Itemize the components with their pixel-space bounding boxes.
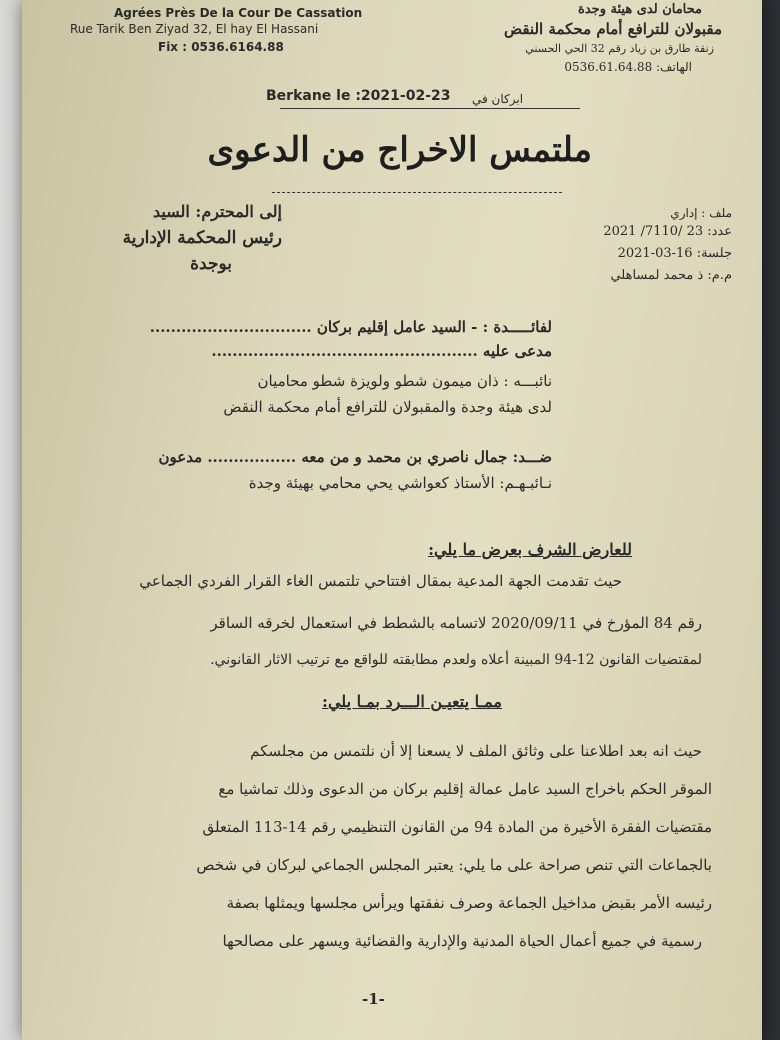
header-fr-line2: Rue Tarik Ben Ziyad 32, El hay El Hassani bbox=[70, 22, 319, 36]
section1-line: حيث تقدمت الجهة المدعية بمقال افتتاحي تلتمس الغاء القرار الفردي الجماعي bbox=[139, 572, 622, 590]
section2-line: رئيسه الأمر بقبض مداخيل الجماعة وصرف نفقتها ويرأس مجلسها ويمثلها بصفة bbox=[226, 894, 712, 912]
document-title: ملتمس الاخراج من الدعوى bbox=[207, 130, 592, 170]
header-ar-line1: محامان لدى هيئة وجدة bbox=[578, 2, 702, 17]
date-ar: ابركان في bbox=[472, 92, 524, 106]
beneficiary-line: لفائـــــدة : - السيد عامل إقليم بركان ............................... bbox=[149, 318, 552, 336]
date-fr: Berkane le :2021-02-23 bbox=[266, 88, 451, 104]
section2-line: الموقر الحكم باخراج السيد عامل عمالة إقليم بركان من الدعوى وذلك تماشيا مع bbox=[218, 780, 712, 798]
section2-line: رسمية في جميع أعمال الحياة المدنية والإدارية والقضائية ويسهر على مصالحها bbox=[222, 932, 702, 950]
hearing-date: جلسة: 16-03-2021 bbox=[617, 246, 732, 261]
section2-line: بالجماعات التي تنص صراحة على ما يلي: يعتبر المجلس الجماعي لبركان في شخص bbox=[196, 856, 712, 874]
section1-line: لمقتضيات القانون 12-94 المبينة أعلاه ولعدم مطابقته للواقع مع ترتيب الاثار القانوني. bbox=[210, 652, 702, 668]
opponents-representative: نـائبـهـم: الأستاذ كعواشي يحي محامي بهيئة وجدة bbox=[248, 474, 552, 492]
header-ar-line3: زنقة طارق بن زياد رقم 32 الحي الحسني bbox=[525, 42, 714, 55]
defendant-label: مدعى عليه ................................................... bbox=[211, 342, 552, 360]
header-fr-line3: Fix : 0536.6164.88 bbox=[158, 40, 284, 54]
section2-heading: ممـا يتعيـن الـــرد بمـا يلي: bbox=[322, 692, 502, 711]
header-ar-line2: مقبولان للترافع أمام محكمة النقض bbox=[503, 20, 722, 38]
against-line: ضـــد: جمال ناصري بن محمد و من معه ................. مدعون bbox=[158, 448, 552, 466]
reporting-judge: م.م: ذ محمد لمساهلي bbox=[610, 268, 732, 283]
addressee-line1: إلى المحترم: السيد bbox=[153, 202, 282, 221]
section1-heading: للعارض الشرف بعرض ما يلي: bbox=[428, 540, 632, 559]
document-page bbox=[22, 0, 762, 1040]
section1-line: رقم 84 المؤرخ في 2020/09/11 لاتسامه بالشطط في استعمال لخرقه الساقر bbox=[210, 614, 702, 632]
representative-line2: لدى هيئة وجدة والمقبولان للترافع أمام محكمة النقض bbox=[223, 398, 552, 416]
addressee-line2: رئيس المحكمة الإدارية bbox=[122, 228, 282, 248]
representative-line1: نائبـــه : ذان ميمون شطو ولويزة شطو محاميان bbox=[257, 372, 552, 390]
section2-line: مقتضيات الفقرة الأخيرة من المادة 94 من القانون التنظيمي رقم 14-113 المتعلق bbox=[202, 818, 712, 836]
addressee-line3: بوجدة bbox=[190, 254, 232, 274]
title-underline bbox=[272, 192, 562, 193]
header-ar-line4: الهاتف: 0536.61.64.88 bbox=[564, 60, 692, 74]
header-fr-line1: Agrées Près De la Cour De Cassation bbox=[114, 6, 363, 20]
date-underline bbox=[280, 108, 580, 109]
file-type: ملف : إداري bbox=[670, 206, 732, 220]
section2-line: حيث انه بعد اطلاعنا على وثائق الملف لا يسعنا إلا أن نلتمس من مجلسكم bbox=[250, 742, 702, 760]
file-number: عدد: 23 /7110/ 2021 bbox=[603, 224, 732, 239]
page-number: -1- bbox=[362, 990, 385, 1008]
background-page-edge bbox=[0, 0, 22, 1040]
